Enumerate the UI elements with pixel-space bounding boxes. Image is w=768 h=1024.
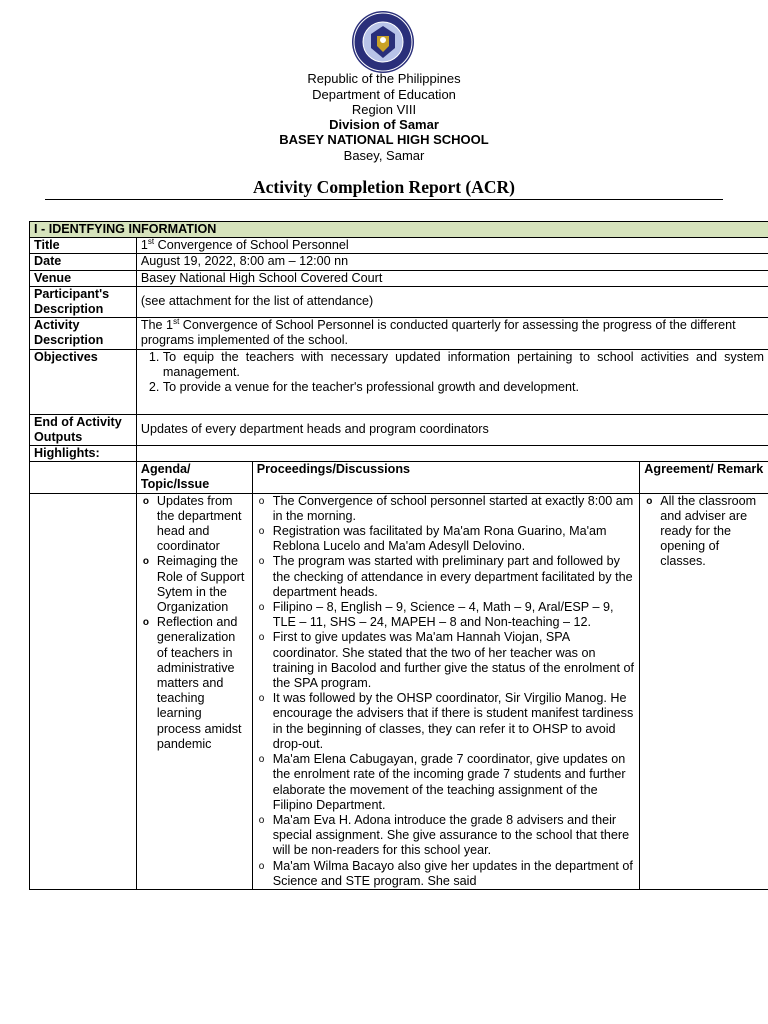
proceeding-item: o Ma'am Eva H. Adona introduce the grade 8 advisers and their special assignment. She give assurance to the school that there will be non-readers for this school year. bbox=[257, 813, 636, 859]
proceeding-item: o The program was started with preliminary part and followed by the checking of attendance in every department facilitated by the department heads. bbox=[257, 554, 636, 600]
highlights-header-empty bbox=[30, 462, 137, 493]
header-division: Division of Samar bbox=[329, 117, 439, 132]
remark-header: Agreement/ Remark bbox=[640, 462, 768, 493]
highlights-spacer bbox=[136, 446, 768, 462]
proceedings-header: Proceedings/Discussions bbox=[252, 462, 640, 493]
outputs-label: End of Activity Outputs bbox=[30, 414, 137, 445]
agenda-header: Agenda/ Topic/Issue bbox=[136, 462, 252, 493]
section-heading: I - IDENTFYING INFORMATION bbox=[30, 222, 768, 238]
report-title: Activity Completion Report (ACR) bbox=[253, 177, 515, 197]
header-location: Basey, Samar bbox=[343, 148, 425, 163]
proceeding-item: o The Convergence of school personnel started at exactly 8:00 am in the morning. bbox=[257, 494, 636, 524]
acr-table bbox=[29, 221, 768, 890]
highlights-body-empty bbox=[30, 493, 137, 889]
objective-item: 1. To equip the teachers with necessary updated information pertaining to school activities and system management. bbox=[163, 350, 764, 380]
header-republic: Republic of the Philippines bbox=[307, 71, 461, 86]
outputs-value: Updates of every department heads and program coordinators bbox=[136, 414, 768, 445]
proceeding-item: o Ma'am Elena Cabugayan, grade 7 coordinator, give updates on the enrolment rate of the incoming grade 7 students and further elaborate the movement of the teaching assignment of the Filipino Department. bbox=[257, 752, 636, 813]
proceeding-item: o It was followed by the OHSP coordinator, Sir Virgilio Manog. He encourage the advisers that if there is student manifest tardiness in the beginning of classes, they can refer it to OHSP to avoid drop-out. bbox=[257, 691, 636, 752]
proceedings-cell bbox=[252, 493, 640, 889]
remark-item: o All the classroom and adviser are ready for the opening of classes. bbox=[644, 494, 764, 570]
title-underline bbox=[45, 199, 723, 200]
title-label: Title bbox=[30, 238, 137, 254]
participants-value: (see attachment for the list of attendance) bbox=[136, 286, 768, 317]
agenda-item: o Reflection and generalization of teachers in administrative matters and teaching learning process amidst pandemic bbox=[141, 615, 248, 752]
deped-seal-logo bbox=[351, 10, 415, 74]
proceeding-item: o Ma'am Wilma Bacayo also give her updates in the department of Science and STE program. She said bbox=[257, 859, 636, 889]
agenda-item: o Updates from the department head and coordinator bbox=[141, 494, 248, 555]
date-value: August 19, 2022, 8:00 am – 12:00 nn bbox=[136, 254, 768, 270]
header-department: Department of Education bbox=[312, 87, 456, 102]
title-value: 1st Convergence of School Personnel bbox=[136, 238, 768, 254]
venue-label: Venue bbox=[30, 270, 137, 286]
remark-cell bbox=[640, 493, 768, 889]
proceeding-item: o Filipino – 8, English – 9, Science – 4, Math – 9, Aral/ESP – 9, TLE – 11, SHS – 24, MAPEH – 8 and Non-teaching – 12. bbox=[257, 600, 636, 630]
participants-label: Participant's Description bbox=[30, 286, 137, 317]
header-region: Region VIII bbox=[351, 102, 417, 117]
venue-value: Basey National High School Covered Court bbox=[136, 270, 768, 286]
objective-item: 2. To provide a venue for the teacher's professional growth and development. bbox=[163, 380, 764, 395]
highlights-label: Highlights: bbox=[30, 446, 137, 462]
header-school: BASEY NATIONAL HIGH SCHOOL bbox=[279, 132, 489, 147]
agenda-item: o Reimaging the Role of Support Sytem in the Organization bbox=[141, 554, 248, 615]
date-label: Date bbox=[30, 254, 137, 270]
agenda-cell bbox=[136, 493, 252, 889]
objectives-value bbox=[136, 349, 768, 414]
objectives-label: Objectives bbox=[30, 349, 137, 414]
activity-value: The 1st Convergence of School Personnel is conducted quarterly for assessing the progress of the different programs implemented of the school. bbox=[136, 318, 768, 349]
activity-label: Activity Description bbox=[30, 318, 137, 349]
proceeding-item: o First to give updates was Ma'am Hannah Viojan, SPA coordinator. She stated that the two of her teacher was on training in Bacolod and further give the status of the enrolment of the SPA program. bbox=[257, 630, 636, 691]
proceeding-item: o Registration was facilitated by Ma'am Rona Guarino, Ma'am Reblona Lucelo and Ma'am Adesyll Delovino. bbox=[257, 524, 636, 554]
